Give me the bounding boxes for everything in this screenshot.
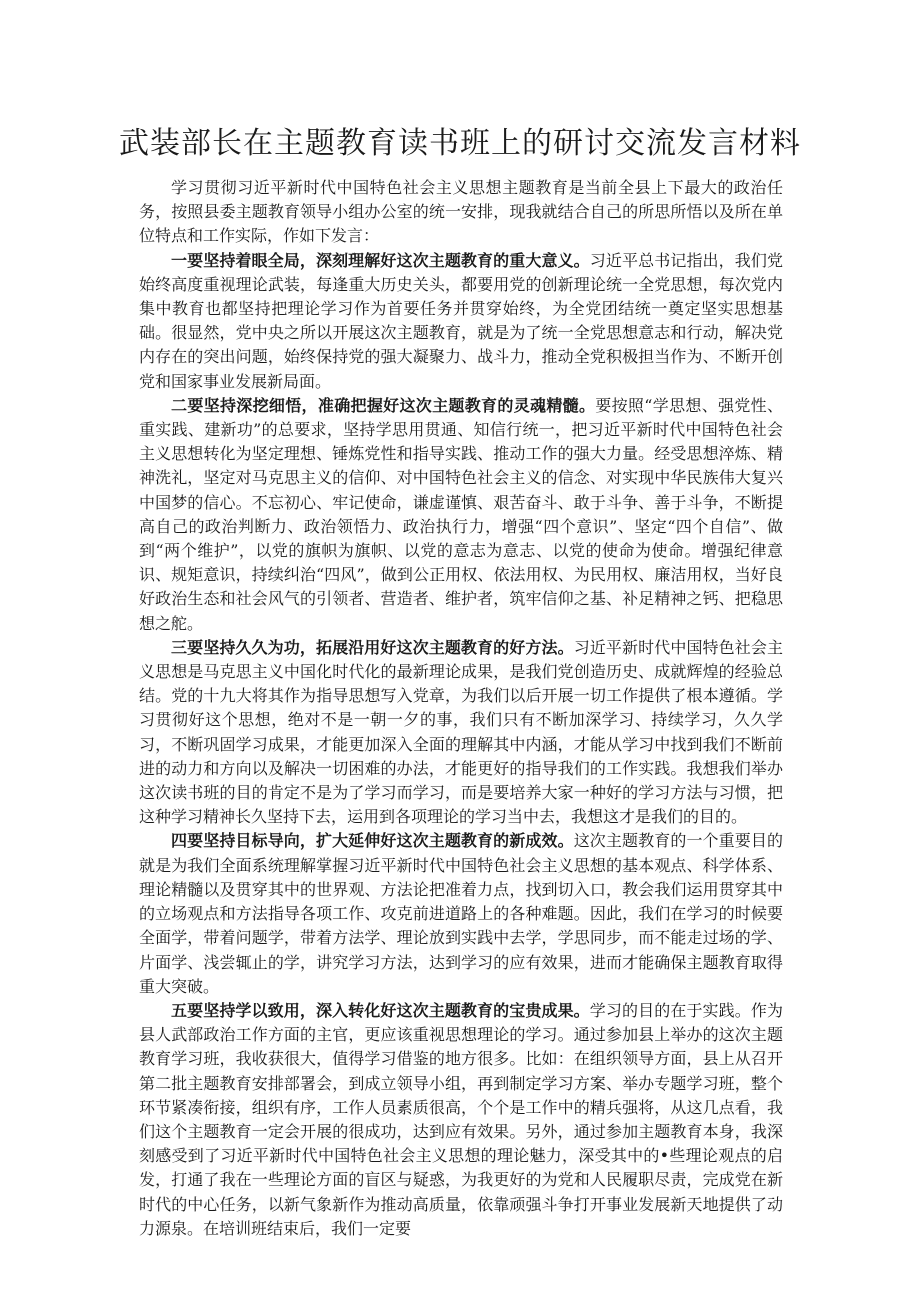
document-body xyxy=(139,176,783,1241)
paragraph-lead: 五要坚持学以致用，深入转化好这次主题教育的宝贵成果。 xyxy=(171,1000,590,1020)
paragraph-point-1 xyxy=(139,249,783,394)
paragraph-point-2 xyxy=(139,394,783,636)
paragraph-text: 习近平总书记指出，我们党始终高度重视理论武装，每逢重大历史关头，都要用党的创新理论统一全党思想，每次党内集中教育也都坚持把理论学习作为首要任务并贯穿始终，为全党团结统一奠定坚实思想基础。很显然，党中央之所以开展这次主题教育，就是为了统一全党思想意志和行动，解决党内存在的突出问题，始终保持党的强大凝聚力、战斗力，推动全党积极担当作为、不断开创党和国家事业发展新局面。 xyxy=(139,250,783,391)
paragraph-lead: 二要坚持深挖细悟，准确把握好这次主题教育的灵魂精髓。 xyxy=(171,395,596,415)
paragraph-point-5 xyxy=(139,999,783,1241)
paragraph-text: 这次主题教育的一个重要目的就是为我们全面系统理解掌握习近平新时代中国特色社会主义思想的基本观点、科学体系、理论精髓以及贯穿其中的世界观、方法论把准着力点，找到切入口，教会我们运用贯穿其中的立场观点和方法指导各项工作、攻克前进道路上的各种难题。因此，我们在学习的时候要全面学，带着问题学，带着方法学、理论放到实践中去学，学思同步，而不能走过场的学、片面学、浅尝辄止的学，讲究学习方法，达到学习的应有效果，进而才能确保主题教育取得重大突破。 xyxy=(139,831,783,996)
paragraph-text: 学习的目的在于实践。作为县人武部政治工作方面的主官，更应该重视思想理论的学习。通过参加县上举办的这次主题教育学习班，我收获很大，值得学习借鉴的地方很多。比如：在组织领导方面，县上从召开第二批主题教育安排部署会，到成立领导小组，再到制定学习方案、举办专题学习班，整个环节紧凑衔接，组织有序，工作人员素质很高，个个是工作中的精兵强将，从这几点看，我们这个主题教育一定会开展的很成功，达到应有效果。另外，通过参加主题教育本身，我深刻感受到了习近平新时代中国特色社会主义思想的理论魅力，深受其中的•些理论观点的启发，打通了我在一些理论方面的盲区与疑惑，为我更好的为党和人民履职尽责，完成党在新时代的中心任务，以新气象新作为推动高质量，依靠顽强斗争打开事业发展新天地提供了动力源泉。在培训班结束后，我们一定要 xyxy=(139,1000,783,1238)
paragraph-text: 要按照“学思想、强党性、重实践、建新功”的总要求，坚持学思用贯通、知信行统一，把习近平新时代中国特色社会主义思想转化为坚定理想、锤炼党性和指导实践、推动工作的强大力量。经受思想淬炼、精神洗礼，坚定对马克思主义的信仰、对中国特色社会主义的信念、对实现中华民族伟大复兴中国梦的信心。不忘初心、牢记使命，谦虚谨慎、艰苦奋斗、敢于斗争、善于斗争，不断提高自己的政治判断力、政治领悟力、政治执行力，增强“四个意识”、坚定“四个自信”、做到“两个维护”，以党的旗帜为旗帜、以党的意志为意志、以党的使命为使命。增强纪律意识、规矩意识，持续纠治“四风”，做到公正用权、依法用权、为民用权、廉洁用权，当好良好政治生态和社会风气的引领者、营造者、维护者，筑牢信仰之基、补足精神之钙、把稳思想之舵。 xyxy=(139,395,783,633)
paragraph-point-3 xyxy=(139,636,783,830)
paragraph-intro xyxy=(139,176,783,249)
paragraph-lead: 一要坚持着眼全局，深刻理解好这次主题教育的重大意义。 xyxy=(171,250,590,270)
paragraph-point-4 xyxy=(139,829,783,998)
paragraph-text: 习近平新时代中国特色社会主义思想是马克思主义中国化时代化的最新理论成果，是我们党创造历史、成就辉煌的经验总结。党的十九大将其作为指导思想写入党章，为我们以后开展一切工作提供了根本遵循。学习贯彻好这个思想，绝对不是一朝一夕的事，我们只有不断加深学习、持续学习，久久学习，不断巩固学习成果，才能更加深入全面的理解其中内涵，才能从学习中找到我们不断前进的动力和方向以及解决一切困难的办法，才能更好的指导我们的工作实践。我想我们举办这次读书班的目的肯定不是为了学习而学习，而是要培养大家一种好的学习方法与习惯，把这种学习精神长久坚持下去，运用到各项理论的学习当中去，我想这才是我们的目的。 xyxy=(139,637,783,827)
document-title: 武装部长在主题教育读书班上的研讨交流发言材料 xyxy=(119,126,801,161)
paragraph-lead: 三要坚持久久为功，拓展沿用好这次主题教育的好方法。 xyxy=(171,637,574,657)
paragraph-text: 学习贯彻习近平新时代中国特色社会主义思想主题教育是当前全县上下最大的政治任务，按照县委主题教育领导小组办公室的统一安排，现我就结合自己的所思所悟以及所在单位特点和工作实际，作如下发言： xyxy=(139,178,783,246)
paragraph-lead: 四要坚持目标导向，扩大延伸好这次主题教育的新成效。 xyxy=(171,831,574,851)
